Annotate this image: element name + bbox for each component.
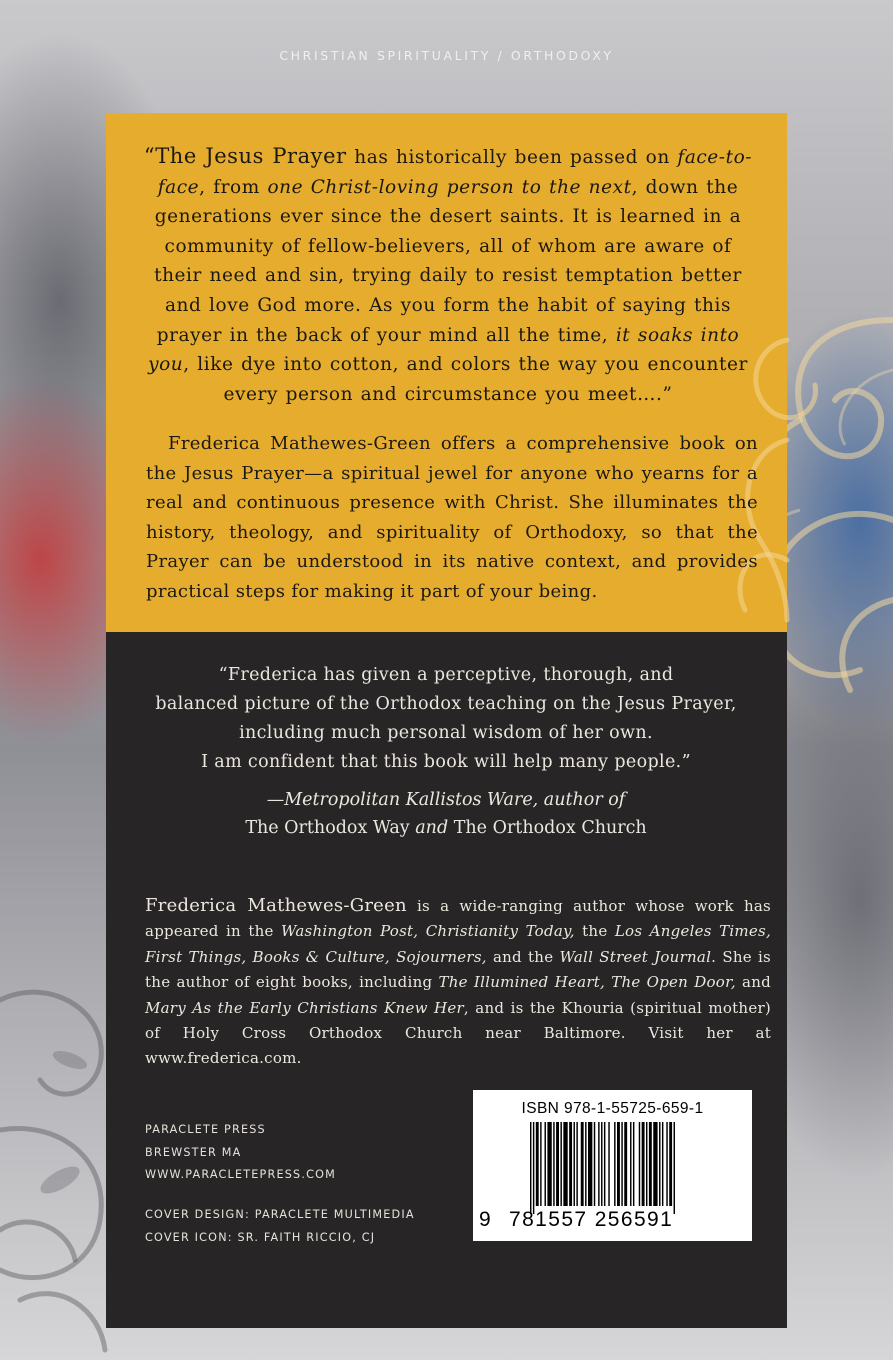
barcode-bar: [569, 1122, 572, 1206]
bio-text: the: [574, 922, 615, 941]
bio-italic: Washington Post, Christianity Today,: [281, 922, 575, 941]
barcode-bar: [545, 1122, 546, 1206]
attribution-books: [140, 814, 752, 842]
bio-italic: Wall Street Journal: [559, 947, 712, 966]
barcode-bar: [530, 1122, 531, 1214]
quote-italic-2: one Christ-loving person to the next: [267, 176, 632, 198]
quote-text-3: , down the generations ever since the desert saints. It is learned in a community of fellow-believers, all of whom are aware of their need and sin, trying daily to resist temptation better and love God more. As you form the habit of saying this prayer in the back of your mind all the time,: [154, 176, 742, 346]
barcode-bar: [659, 1122, 660, 1206]
barcode-bar: [604, 1122, 605, 1206]
publisher-name: PARACLETE PRESS: [145, 1123, 266, 1136]
quote-text-4: , like dye into cotton, and colors the way you encounter every person and circumstance you meet….”: [183, 354, 748, 405]
endorsement-quote: [140, 661, 752, 777]
barcode-bar: [669, 1122, 672, 1206]
opening-quote: [138, 142, 758, 409]
endorsement-line: “Frederica has given a perceptive, thorough, and: [218, 665, 674, 685]
isbn-digits-rest: 781557 256591: [509, 1208, 674, 1231]
bio-text: . She is the author of eight books, including: [145, 947, 771, 992]
isbn-label: ISBN 978-1-55725-659-1: [521, 1100, 704, 1117]
publisher-location: BREWSTER MA: [145, 1145, 242, 1159]
quote-text-1: has historically been passed on: [346, 147, 678, 168]
bio-text: and the: [486, 947, 560, 966]
barcode-bar: [633, 1122, 634, 1206]
barcode-bar: [649, 1122, 652, 1206]
barcode-bar: [653, 1122, 657, 1206]
barcode-bar: [594, 1122, 595, 1206]
barcode-bar: [540, 1122, 541, 1206]
barcode-bar: [608, 1122, 609, 1206]
barcode-bar: [639, 1122, 640, 1206]
barcode-bar: [560, 1122, 561, 1206]
and-word: and: [409, 818, 454, 838]
barcode-bar: [576, 1122, 577, 1206]
quote-lead: “The Jesus Prayer: [143, 144, 347, 168]
endorsement-line: balanced picture of the Orthodox teaching on the Jesus Prayer,: [155, 694, 737, 714]
bio-text: is a wide-ranging author whose work has appeared in the: [145, 897, 772, 941]
endorsement-attribution: [140, 786, 752, 842]
publisher-website: WWW.PARACLETEPRESS.COM: [145, 1168, 336, 1181]
endorsement-line: including much personal wisdom of her own.: [239, 723, 653, 743]
bio-italic: The Illumined Heart, The Open Door,: [438, 973, 736, 992]
quote-italic-3: it soaks into you: [148, 324, 740, 376]
quote-italic-1: face-to-face: [157, 147, 753, 198]
barcode-bar: [666, 1122, 667, 1206]
attribution-author: —Metropolitan Kallistos Ware, author of: [266, 790, 626, 810]
barcode-bar: [674, 1122, 675, 1214]
author-name: Frederica Mathewes-Green: [145, 895, 407, 916]
barcode-bar: [662, 1122, 663, 1206]
barcode-bar: [598, 1122, 599, 1206]
bio-italic: Mary As the Early Christians Knew Her: [145, 998, 464, 1017]
barcode-bar: [614, 1122, 615, 1206]
book-title: The Orthodox Church: [453, 818, 647, 838]
barcode-bar: [624, 1122, 627, 1206]
bio-text: and: [735, 973, 771, 992]
isbn-digit-first: 9: [479, 1208, 493, 1231]
cover-icon-credit: COVER ICON: SR. FAITH RICCIO, CJ: [145, 1230, 376, 1244]
endorsement-line: I am confident that this book will help many people.”: [201, 752, 691, 772]
barcode-bar: [642, 1122, 645, 1206]
barcode-bar: [547, 1122, 551, 1206]
barcode-bar: [533, 1122, 534, 1214]
barcode-bar: [563, 1122, 567, 1206]
cover-design-credit: COVER DESIGN: PARACLETE MULTIMEDIA: [145, 1208, 415, 1221]
isbn-digits: [479, 1208, 749, 1232]
barcode-bar: [621, 1122, 622, 1206]
category-label: CHRISTIAN SPIRITUALITY / ORTHODOXY: [279, 48, 614, 63]
barcode-bar: [574, 1122, 575, 1206]
barcode-bar: [536, 1122, 539, 1206]
barcode-bar: [601, 1122, 602, 1206]
barcode-bar: [617, 1122, 620, 1206]
publisher-info: [145, 1119, 336, 1187]
author-bio: [145, 893, 771, 1072]
barcode-bar: [556, 1122, 559, 1206]
bio-text: , and is the Khouria (spiritual mother) of Holy Cross Orthodox Church near Baltimore. Visit her at www.frederica.com.: [145, 998, 771, 1068]
barcode-bar: [581, 1122, 584, 1206]
barcode-bar: [585, 1122, 586, 1206]
cover-credits: [145, 1204, 415, 1249]
barcode-bar: [553, 1122, 554, 1206]
barcode-bar: [588, 1122, 592, 1206]
quote-text-2: , from: [199, 176, 268, 198]
book-description: Frederica Mathewes-Green offers a comprehensive book on the Jesus Prayer—a spiritual jewel for anyone who yearns for a real and continuous presence with Christ. She illuminates the history, theology, and spirituality of Orthodoxy, so that the Prayer can be understood in its native context, and provides practical steps for making it part of your being.: [146, 433, 758, 602]
book-title: The Orthodox Way: [245, 818, 410, 838]
barcode-bar: [630, 1122, 631, 1206]
barcode-bar: [646, 1122, 647, 1206]
isbn-barcode: [473, 1090, 752, 1241]
bio-italic: Los Angeles Times, First Things, Books & Culture, Sojourners,: [145, 922, 771, 966]
